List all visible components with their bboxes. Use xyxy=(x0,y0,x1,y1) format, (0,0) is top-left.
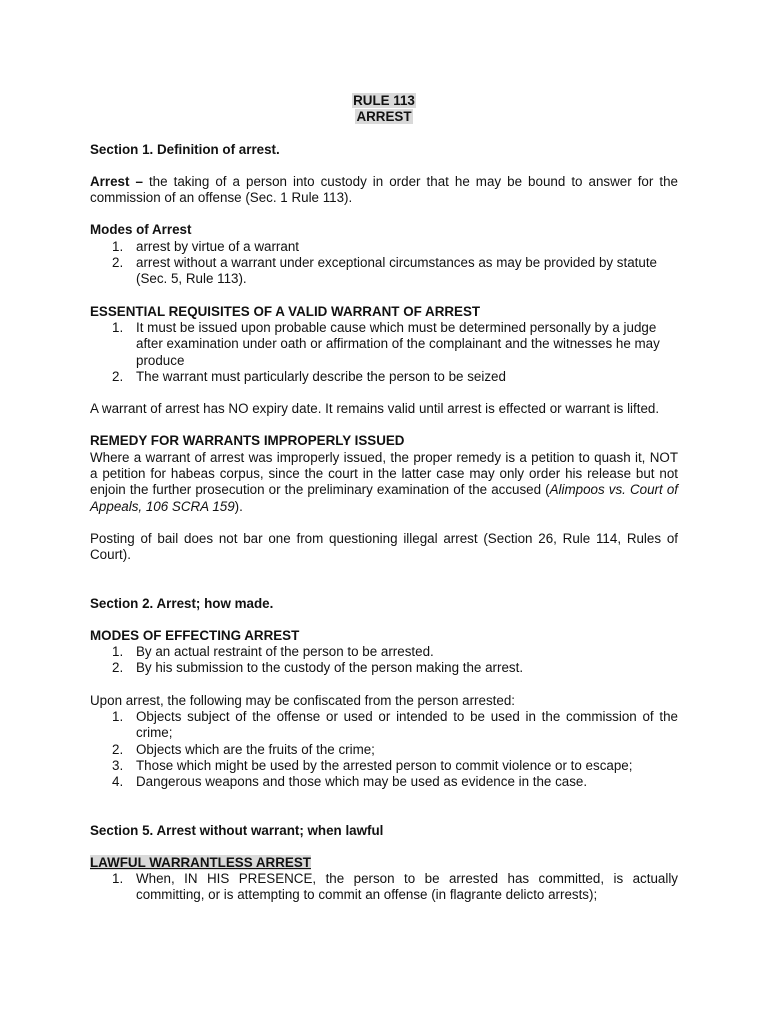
list-item: 1. It must be issued upon probable cause which must be determined personally by a judge after examination under oath or affirmation of the complainant and the witnesses he may produce xyxy=(112,319,660,368)
case-citation: Alimpoos vs. Court of Appeals, 106 SCRA 159 xyxy=(90,482,678,514)
lawful-warrantless-list xyxy=(90,871,678,904)
arrest-definition-text: the taking of a person into custody in order that he may be bound to answer for the commission of an offense (Sec. 1 Rule 113). xyxy=(90,173,678,206)
remedy-heading: REMEDY FOR WARRANTS IMPROPERLY ISSUED xyxy=(90,433,405,449)
requisites-heading: ESSENTIAL REQUISITES OF A VALID WARRANT OF ARREST xyxy=(90,303,481,319)
confiscate-list xyxy=(90,709,678,790)
document-title xyxy=(90,93,678,126)
document-body xyxy=(90,93,678,904)
expiry-note: A warrant of arrest has NO expiry date. It remains valid until arrest is effected or warrant is lifted. xyxy=(90,401,660,417)
effecting-arrest-heading: MODES OF EFFECTING ARREST xyxy=(90,627,300,643)
section-2-heading: Section 2. Arrest; how made. xyxy=(90,595,274,611)
list-item: 3. Those which might be used by the arrested person to commit violence or to escape; xyxy=(112,757,633,773)
list-item: 4. Dangerous weapons and those which may be used as evidence in the case. xyxy=(112,774,588,790)
lawful-warrantless-heading: LAWFUL WARRANTLESS ARREST xyxy=(90,854,311,870)
arrest-definition xyxy=(90,174,678,207)
list-item: 2. arrest without a warrant under exceptional circumstances as may be provided by statute (Sec. 5, Rule 113). xyxy=(112,255,658,287)
rule-number: RULE 113 xyxy=(353,93,415,108)
bail-note: Posting of bail does not bar one from questioning illegal arrest (Section 26, Rule 114, Rules of Court). xyxy=(90,530,678,563)
effecting-arrest-list xyxy=(90,644,678,677)
list-item: 2. The warrant must particularly describe the person to be seized xyxy=(112,368,506,384)
confiscate-intro: Upon arrest, the following may be confiscated from the person arrested: xyxy=(90,692,515,708)
list-item: 1. When, IN HIS PRESENCE, the person to be arrested has committed, is actually committing, or is attempting to commit an offense (in flagrante delicto arrests); xyxy=(112,871,678,903)
modes-of-arrest-heading: Modes of Arrest xyxy=(90,222,192,238)
list-item: 2. Objects which are the fruits of the crime; xyxy=(112,741,375,757)
list-item: 1. Objects subject of the offense or used or intended to be used in the commission of the crime; xyxy=(112,709,678,741)
rule-subject: ARREST xyxy=(356,109,412,125)
list-item: 1. By an actual restraint of the person to be arrested. xyxy=(112,644,434,660)
remedy-paragraph: Where a warrant of arrest was improperly issued, the proper remedy is a petition to quash it, NOT a petition for habeas corpus, since the court in the latter case may only order his release but not enjoin the further prosecution or the preliminary examination of the accused (Alimpoos vs. Court of Appeals, 106 SCRA 159). xyxy=(90,449,678,514)
modes-of-arrest-list xyxy=(90,239,678,288)
list-item: 2. By his submission to the custody of the person making the arrest. xyxy=(112,660,524,676)
section-5-heading: Section 5. Arrest without warrant; when lawful xyxy=(90,822,384,838)
section-1-heading: Section 1. Definition of arrest. xyxy=(90,141,280,157)
list-item: 1. arrest by virtue of a warrant xyxy=(112,238,299,254)
arrest-term: Arrest – xyxy=(90,173,143,189)
requisites-list xyxy=(90,320,678,385)
